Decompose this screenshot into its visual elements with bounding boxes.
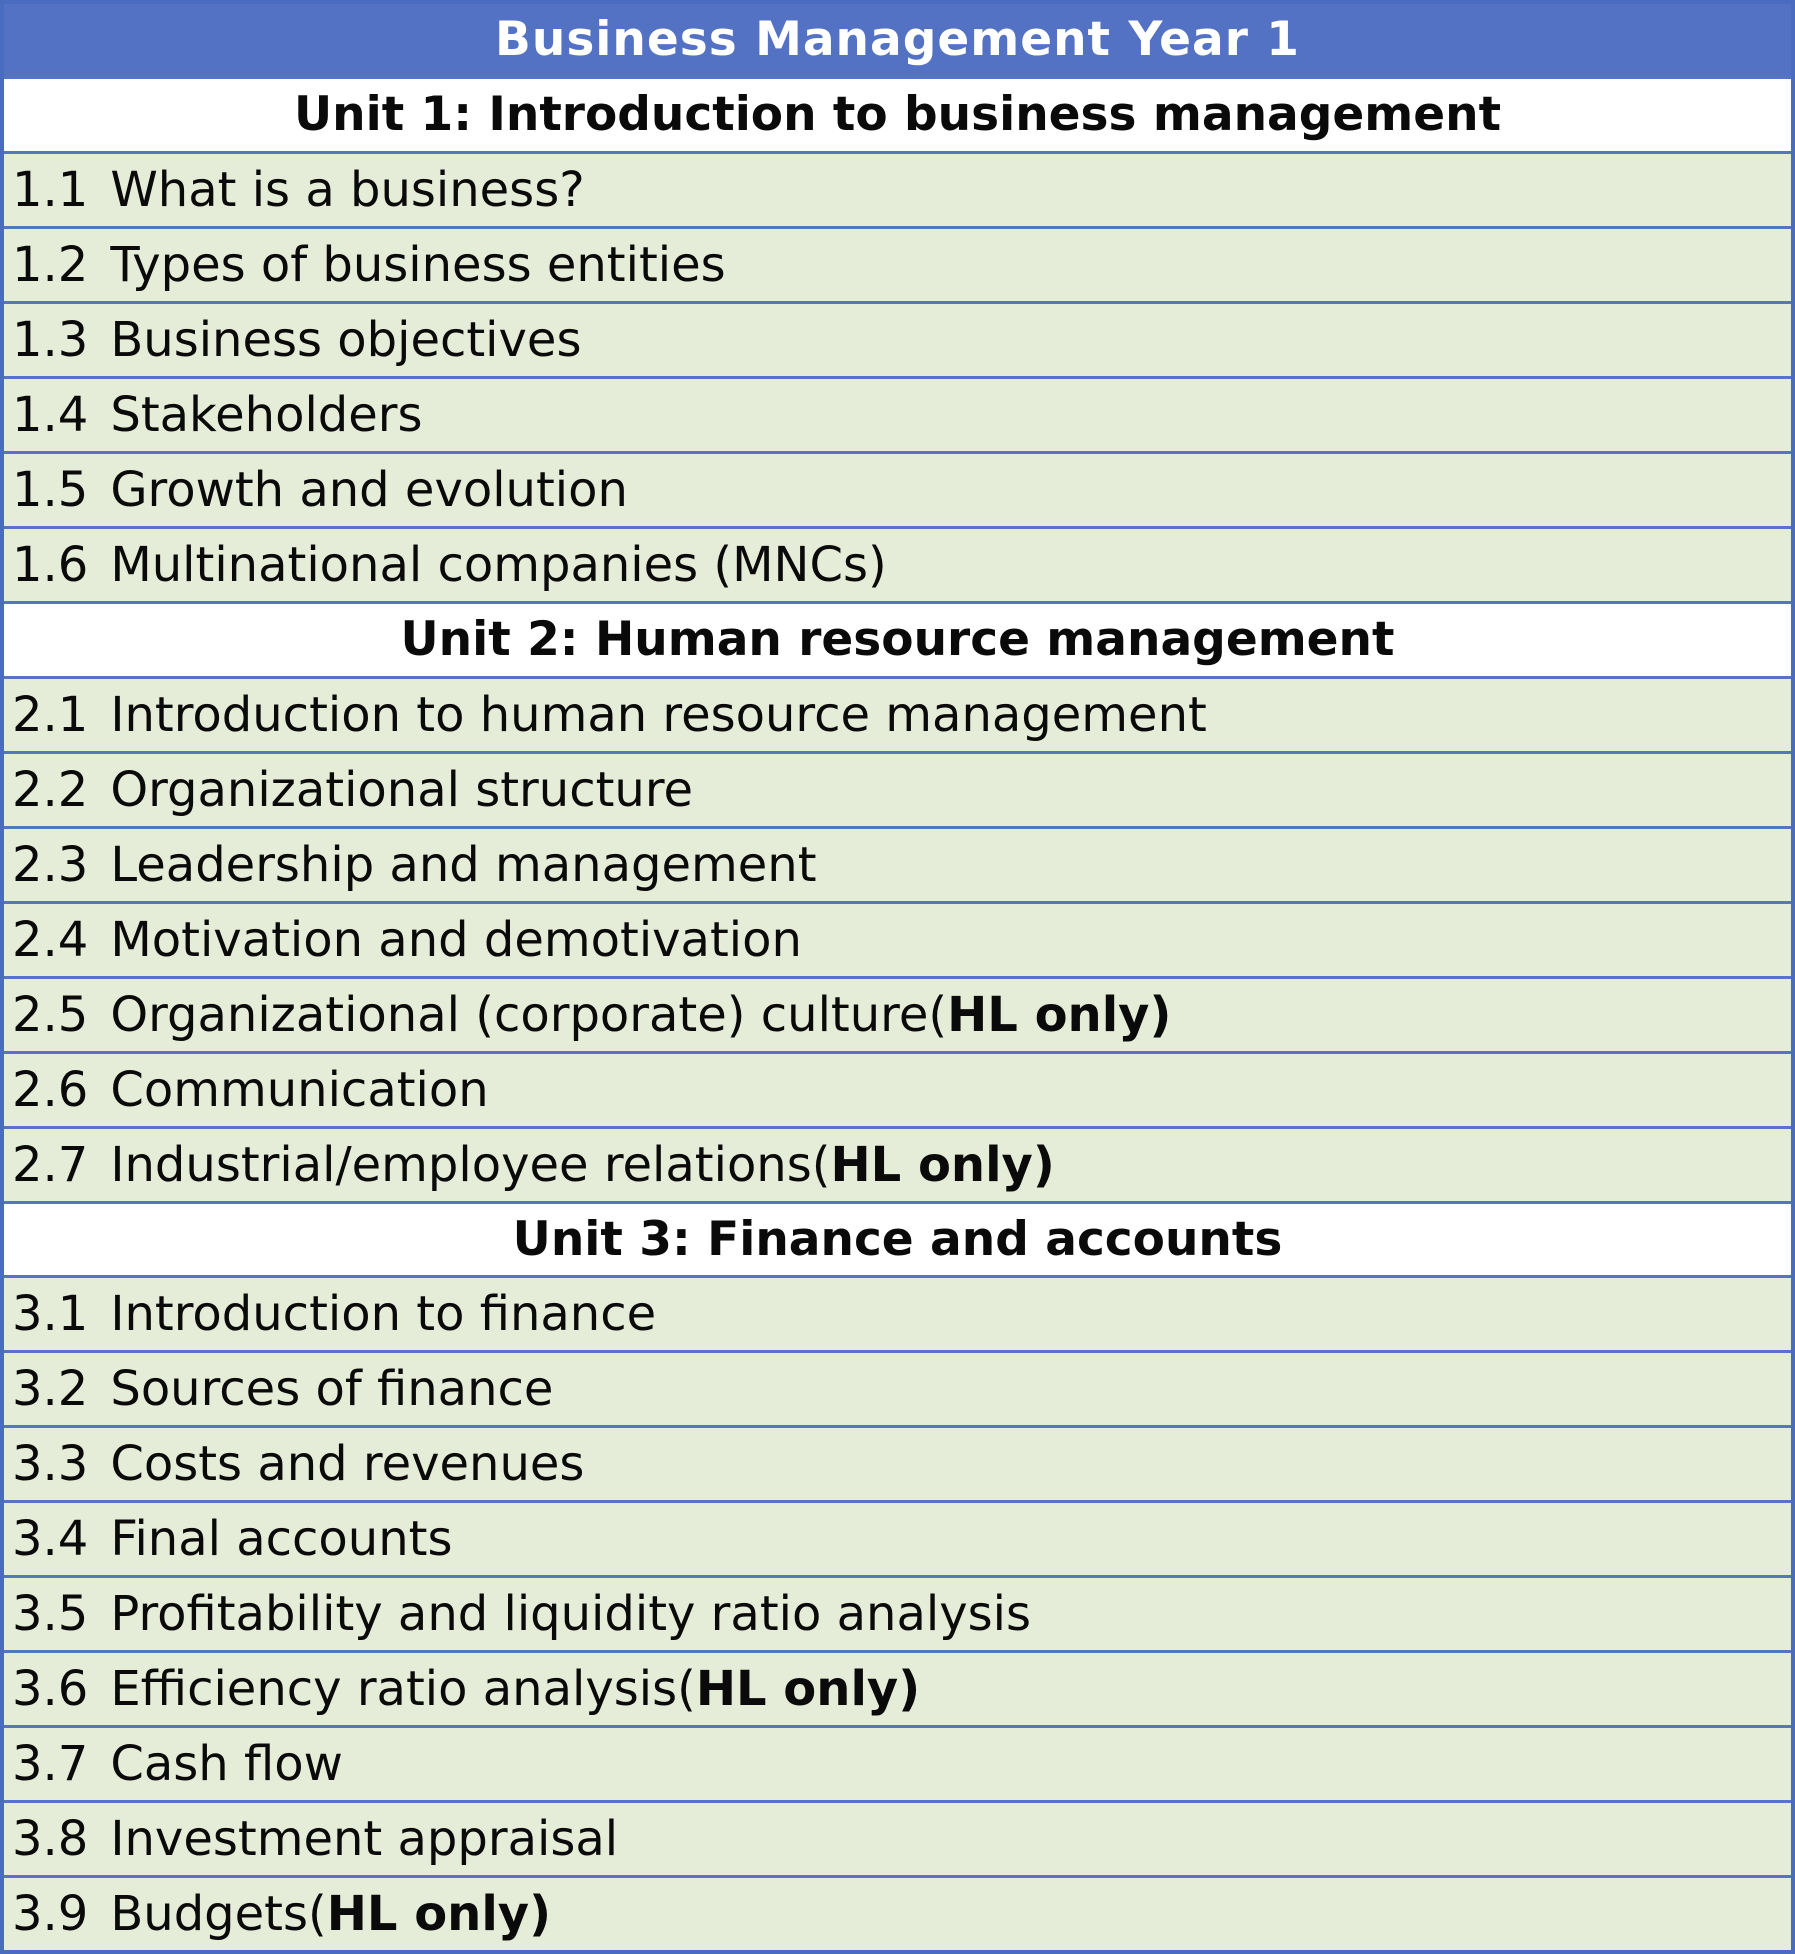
topic-row: [4, 679, 1791, 754]
topic-row: [4, 1653, 1791, 1728]
topic-row: [4, 1278, 1791, 1353]
topic-row: [4, 1428, 1791, 1503]
topic-text: Stakeholders: [110, 386, 423, 443]
topic-number: 3.4: [12, 1511, 89, 1568]
hl-open: (: [677, 1661, 696, 1718]
hl-only-label: HL only: [695, 1661, 899, 1718]
topic-number: 2.2: [12, 761, 89, 818]
topic-text: Motivation and demotivation: [110, 911, 802, 968]
topic-text: Communication: [110, 1061, 489, 1118]
topic-number: 3.1: [12, 1286, 89, 1343]
topic-text: Cash flow: [110, 1736, 343, 1793]
topic-number: 2.6: [12, 1061, 89, 1118]
topic-text: Business objectives: [110, 311, 582, 368]
topic-row: [4, 454, 1791, 529]
topic-number: 1.5: [12, 461, 89, 518]
topic-row: [4, 1728, 1791, 1803]
topic-row: [4, 379, 1791, 454]
topic-row: [4, 754, 1791, 829]
hl-close: ): [1032, 1136, 1055, 1193]
topic-text: Growth and evolution: [110, 461, 628, 518]
unit-heading: Unit 3: Finance and accounts: [4, 1204, 1791, 1279]
topic-text: Budgets: [110, 1886, 308, 1943]
topic-number: 3.2: [12, 1361, 89, 1418]
hl-open: (: [308, 1886, 327, 1943]
hl-only-label: HL only: [947, 986, 1150, 1043]
hl-close: ): [529, 1886, 552, 1943]
topic-row: [4, 1129, 1791, 1204]
topic-number: 2.5: [12, 986, 89, 1043]
topic-text: What is a business?: [110, 161, 585, 218]
topic-number: 1.6: [12, 536, 89, 593]
hl-close: ): [1149, 986, 1172, 1043]
topic-text: Investment appraisal: [110, 1811, 619, 1868]
topic-row: [4, 829, 1791, 904]
topic-number: 1.3: [12, 311, 89, 368]
hl-close: ): [898, 1661, 921, 1718]
topic-text: Introduction to finance: [110, 1286, 657, 1343]
topic-number: 3.5: [12, 1586, 89, 1643]
topic-text: Organizational (corporate) culture: [110, 986, 929, 1043]
hl-open: (: [811, 1136, 831, 1193]
topic-row: [4, 1803, 1791, 1878]
topic-number: 2.3: [12, 836, 89, 893]
topic-row: [4, 304, 1791, 379]
topic-row: [4, 979, 1791, 1054]
topic-text: Industrial/employee relations: [110, 1136, 812, 1193]
hl-open: (: [928, 986, 948, 1043]
topic-row: [4, 1353, 1791, 1428]
topic-number: 3.9: [12, 1886, 89, 1943]
topic-text: Costs and revenues: [110, 1436, 585, 1493]
topic-number: 3.3: [12, 1436, 89, 1493]
topic-number: 2.7: [12, 1136, 89, 1193]
topic-number: 3.8: [12, 1811, 89, 1868]
topic-number: 1.2: [12, 236, 89, 293]
topic-row: [4, 1503, 1791, 1578]
unit-heading: Unit 1: Introduction to business management: [4, 79, 1791, 154]
topic-row: [4, 904, 1791, 979]
topic-row: [4, 1878, 1791, 1950]
topic-text: Final accounts: [110, 1511, 453, 1568]
topic-number: 2.4: [12, 911, 89, 968]
topic-row: [4, 529, 1791, 604]
topic-number: 3.7: [12, 1736, 89, 1793]
topic-number: 1.4: [12, 386, 89, 443]
topic-row: [4, 1054, 1791, 1129]
topic-row: [4, 229, 1791, 304]
topic-text: Efficiency ratio analysis: [110, 1661, 678, 1718]
hl-only-label: HL only: [326, 1886, 530, 1943]
table-title: Business Management Year 1: [4, 4, 1791, 79]
topic-text: Leadership and management: [110, 836, 817, 893]
topic-text: Multinational companies (MNCs): [110, 536, 887, 593]
topic-row: [4, 1578, 1791, 1653]
topic-text: Profitability and liquidity ratio analysis: [110, 1586, 1031, 1643]
topic-number: 2.1: [12, 686, 89, 743]
topic-number: 1.1: [12, 161, 89, 218]
topic-row: [4, 154, 1791, 229]
topic-text: Organizational structure: [110, 761, 694, 818]
unit-heading: Unit 2: Human resource management: [4, 604, 1791, 679]
hl-only-label: HL only: [830, 1136, 1033, 1193]
topic-number: 3.6: [12, 1661, 89, 1718]
topic-text: Introduction to human resource management: [110, 686, 1207, 743]
topic-text: Sources of finance: [110, 1361, 554, 1418]
topic-text: Types of business entities: [110, 236, 726, 293]
